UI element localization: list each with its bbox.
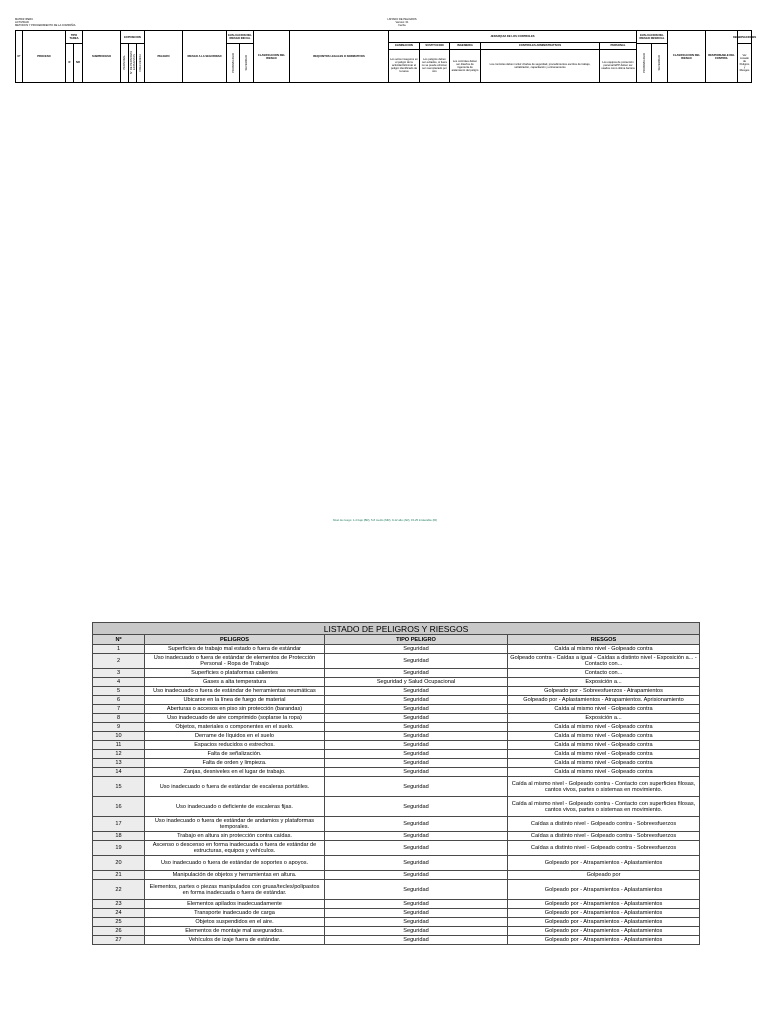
row-tipo: Seguridad bbox=[325, 768, 508, 777]
row-number: 18 bbox=[93, 832, 145, 841]
table-row bbox=[93, 759, 700, 768]
header-cell-num: Nº bbox=[93, 635, 145, 645]
row-number: 7 bbox=[93, 705, 145, 714]
table-row bbox=[93, 909, 700, 918]
row-riesgo: Caídas a distinto nivel - Golpeado contra - Sobreesfuerzos bbox=[508, 841, 700, 856]
matrix-col-tipo-tarea: TIPO TAREA bbox=[66, 31, 83, 43]
row-tipo: Seguridad bbox=[325, 750, 508, 759]
matrix-control-personal: PERSONAL bbox=[600, 42, 637, 49]
row-tipo: Seguridad bbox=[325, 759, 508, 768]
matrix-divider bbox=[389, 49, 637, 50]
row-riesgo: Golpeado por - Atrapamientos - Aplastamientos bbox=[508, 900, 700, 909]
table-row bbox=[93, 856, 700, 871]
row-number: 11 bbox=[93, 741, 145, 750]
row-peligro: Uso inadecuado o fuera de estándar de escaleras portátiles. bbox=[145, 777, 325, 797]
row-tipo: Seguridad bbox=[325, 832, 508, 841]
row-number: 26 bbox=[93, 927, 145, 936]
row-peligro: Zanjas, desniveles en el lugar de trabajo. bbox=[145, 768, 325, 777]
row-tipo: Seguridad bbox=[325, 777, 508, 797]
matrix-col-evaluacion-final-probabilidad bbox=[637, 43, 652, 82]
matrix-col-observaciones-text: Ver Listado de Peligros y Riesgos bbox=[739, 53, 750, 72]
matrix-col-riesgo: RIESGO A LA SEGURIDAD bbox=[183, 31, 227, 82]
row-riesgo: Golpeado por bbox=[508, 871, 700, 880]
row-peligro: Elementos de montaje mal asegurados. bbox=[145, 927, 325, 936]
row-tipo: Seguridad bbox=[325, 936, 508, 945]
matrix-col-n: N° bbox=[16, 31, 23, 82]
row-number: 6 bbox=[93, 696, 145, 705]
row-number: 16 bbox=[93, 797, 145, 817]
row-number: 17 bbox=[93, 817, 145, 832]
exposicion-personas-label: N° DE PERSONAS EXPUESTAS bbox=[129, 50, 136, 75]
table-row bbox=[93, 723, 700, 732]
row-tipo: Seguridad bbox=[325, 817, 508, 832]
row-number: 9 bbox=[93, 723, 145, 732]
table-row bbox=[93, 687, 700, 696]
row-riesgo: Caída al mismo nivel - Golpeado contra bbox=[508, 759, 700, 768]
matrix-col-peligro: PELIGRO bbox=[145, 31, 183, 82]
row-riesgo: Contacto con... bbox=[508, 669, 700, 678]
header-center-line: Version: 01 bbox=[395, 21, 409, 24]
row-number: 10 bbox=[93, 732, 145, 741]
header-center-line: LISTADO DE PELIGROS bbox=[387, 18, 417, 21]
matrix-col-evaluacion-final-severidad bbox=[652, 43, 668, 82]
row-tipo: Seguridad bbox=[325, 909, 508, 918]
matrix-control-personal-text: Los equipos de protección personal EPP deben ser usados como última barrera bbox=[600, 49, 637, 82]
row-peligro: Uso inadecuado de aire comprimido (soplarse la ropa) bbox=[145, 714, 325, 723]
row-peligro: Vehículos de izaje fuera de estándar. bbox=[145, 936, 325, 945]
table-row bbox=[93, 741, 700, 750]
row-number: 14 bbox=[93, 768, 145, 777]
matrix-col-exposicion-frecuencia bbox=[137, 43, 145, 82]
row-number: 13 bbox=[93, 759, 145, 768]
header-left-line: ACTIVIDAD bbox=[15, 21, 29, 24]
evaluacion-severidad-label: SEVERIDAD bbox=[245, 54, 248, 71]
table-row bbox=[93, 645, 700, 654]
row-peligro: Elementos apilados inadecuadamente bbox=[145, 900, 325, 909]
row-riesgo: Exposición a... bbox=[508, 714, 700, 723]
row-tipo: Seguridad bbox=[325, 841, 508, 856]
row-number: 21 bbox=[93, 871, 145, 880]
hazard-table-title-row bbox=[93, 623, 700, 635]
matrix-col-evaluacion: EVALUACION DEL RIESGO INICIAL bbox=[227, 31, 254, 43]
row-tipo: Seguridad bbox=[325, 797, 508, 817]
table-row bbox=[93, 696, 700, 705]
row-number: 22 bbox=[93, 880, 145, 900]
matrix-col-requisitos: REQUISITOS LEGALES O NORMATIVOS bbox=[290, 31, 389, 82]
hazard-table-header-row bbox=[93, 635, 700, 645]
row-tipo: Seguridad bbox=[325, 669, 508, 678]
table-row bbox=[93, 714, 700, 723]
header-left-block bbox=[15, 18, 155, 27]
matrix-control-ingenieria-text: Los controles deben ser diseños de ingeniería de aislamiento del peligro bbox=[450, 49, 481, 82]
row-peligro: Falta de orden y limpieza. bbox=[145, 759, 325, 768]
row-riesgo: Golpeado por - Aplastamientos - Atrapamientos. Aprisionamiento bbox=[508, 696, 700, 705]
matrix-footer-note: Nivel de riesgo: 1-4 bajo (BR), 5-8 medio (MR), 9-12 alto (AR), 15-25 intolerable (IR) bbox=[332, 518, 438, 522]
hazard-list-table bbox=[92, 622, 700, 945]
table-row bbox=[93, 936, 700, 945]
evaluacion-probabilidad-label: PROBABILIDAD bbox=[231, 52, 235, 73]
row-riesgo: Golpeado contra - Caídas a igual - Caídas a distinto nivel - Exposición a... - Contacto con... bbox=[508, 654, 700, 669]
matrix-col-jerarquia: JERARQUIA DE LOS CONTROLES bbox=[389, 31, 637, 42]
header-cell-peligros: PELIGROS bbox=[145, 635, 325, 645]
matrix-col-subproceso: SUBPROCESO bbox=[83, 31, 121, 82]
row-number: 12 bbox=[93, 750, 145, 759]
matrix-divider bbox=[66, 43, 83, 44]
row-number: 2 bbox=[93, 654, 145, 669]
row-tipo: Seguridad bbox=[325, 732, 508, 741]
row-tipo: Seguridad bbox=[325, 856, 508, 871]
hazard-table-title: LISTADO DE PELIGROS Y RIESGOS bbox=[93, 623, 700, 635]
row-tipo: Seguridad bbox=[325, 645, 508, 654]
header-center-line: Fecha bbox=[398, 24, 406, 27]
table-row bbox=[93, 817, 700, 832]
row-number: 23 bbox=[93, 900, 145, 909]
row-peligro: Espacios reducidos o estrechos. bbox=[145, 741, 325, 750]
row-peligro: Uso inadecuado o fuera de estándar de soportes o apoyos. bbox=[145, 856, 325, 871]
row-peligro: Ubicarse en la línea de fuego de material bbox=[145, 696, 325, 705]
matrix-col-evaluacion-probabilidad bbox=[227, 43, 240, 82]
row-tipo: Seguridad bbox=[325, 723, 508, 732]
matrix-divider bbox=[637, 43, 668, 44]
row-tipo: Seguridad bbox=[325, 871, 508, 880]
matrix-col-exposicion: EXPOSICION bbox=[121, 31, 145, 43]
row-peligro: Ascenso o descenso en forma inadecuada o fuera de estándar de estructuras, equipos y vehículos. bbox=[145, 841, 325, 856]
row-riesgo: Caída al mismo nivel - Golpeado contra bbox=[508, 645, 700, 654]
table-row bbox=[93, 927, 700, 936]
row-riesgo: Golpeado por - Atrapamientos - Aplastamientos bbox=[508, 918, 700, 927]
row-tipo: Seguridad bbox=[325, 714, 508, 723]
matrix-divider bbox=[738, 43, 751, 44]
row-riesgo: Caída al mismo nivel - Golpeado contra - Contacto con superficies filosas, cantos vivos, partes o sistemas en movimiento. bbox=[508, 777, 700, 797]
row-tipo: Seguridad bbox=[325, 741, 508, 750]
row-riesgo: Caída al mismo nivel - Golpeado contra bbox=[508, 768, 700, 777]
row-tipo: Seguridad y Salud Ocupacional bbox=[325, 678, 508, 687]
row-number: 8 bbox=[93, 714, 145, 723]
matrix-col-evaluacion-final: EVALUACION DEL RIESGO RESIDUAL bbox=[637, 31, 668, 43]
matrix-control-ingenieria: INGENIERIA bbox=[450, 42, 481, 49]
row-peligro: Gases a alta temperatura bbox=[145, 678, 325, 687]
row-riesgo: Exposición a... bbox=[508, 678, 700, 687]
matrix-col-tipo-tarea-nr: NR bbox=[74, 43, 83, 82]
matrix-col-exposicion-personas bbox=[129, 43, 137, 82]
row-number: 27 bbox=[93, 936, 145, 945]
row-number: 4 bbox=[93, 678, 145, 687]
row-tipo: Seguridad bbox=[325, 880, 508, 900]
matrix-divider bbox=[389, 42, 637, 43]
row-peligro: Uso inadecuado o fuera de estándar de andamios y plataformas temporales. bbox=[145, 817, 325, 832]
row-number: 5 bbox=[93, 687, 145, 696]
header-center-block bbox=[372, 18, 432, 27]
row-riesgo: Golpeado por - Atrapamientos - Aplastamientos bbox=[508, 936, 700, 945]
header-left-line: MATRIZ IPERC bbox=[15, 18, 34, 21]
row-tipo: Seguridad bbox=[325, 687, 508, 696]
exposicion-personal-label: PERSONAL bbox=[123, 55, 126, 70]
table-row bbox=[93, 732, 700, 741]
row-peligro: Uso inadecuado o fuera de estándar de elementos de Protección Personal - Ropa de Trabajo bbox=[145, 654, 325, 669]
risk-matrix-header bbox=[15, 30, 757, 83]
row-riesgo: Golpeado por - Atrapamientos - Aplastamientos bbox=[508, 927, 700, 936]
header-left-line: METODOS Y PROCEDIMIENTO DE LA COMPAÑIA bbox=[15, 24, 76, 27]
table-row bbox=[93, 669, 700, 678]
table-row bbox=[93, 918, 700, 927]
table-row bbox=[93, 880, 700, 900]
table-row bbox=[93, 900, 700, 909]
row-riesgo: Caídas a distinto nivel - Golpeado contra - Sobreesfuerzos bbox=[508, 832, 700, 841]
row-number: 1 bbox=[93, 645, 145, 654]
matrix-col-observaciones: OBSERVACIONES bbox=[732, 35, 757, 39]
table-row bbox=[93, 871, 700, 880]
row-peligro: Manipulación de objetos y herramientas en altura. bbox=[145, 871, 325, 880]
header-cell-riesgos: RIESGOS bbox=[508, 635, 700, 645]
matrix-control-eliminacion-text: Los actos inseguros en el peligro de la actividad Eliminar el peligro identificado de la tarea bbox=[389, 49, 420, 82]
row-tipo: Seguridad bbox=[325, 918, 508, 927]
row-peligro: Aberturas o accesos en piso sin protección (barandas) bbox=[145, 705, 325, 714]
row-riesgo: Golpeado por - Sobreesfuerzos - Atrapamientos bbox=[508, 687, 700, 696]
row-peligro: Uso inadecuado o deficiente de escaleras fijas. bbox=[145, 797, 325, 817]
row-peligro: Superficies o plataformas calientes bbox=[145, 669, 325, 678]
row-number: 19 bbox=[93, 841, 145, 856]
matrix-col-proceso: PROCESO bbox=[23, 31, 66, 82]
row-riesgo: Golpeado por - Atrapamientos - Aplastamientos bbox=[508, 909, 700, 918]
exposicion-frecuencia-label: FRECUENCIA bbox=[139, 53, 142, 72]
row-number: 20 bbox=[93, 856, 145, 871]
row-riesgo: Caída al mismo nivel - Golpeado contra bbox=[508, 732, 700, 741]
row-riesgo: Caída al mismo nivel - Golpeado contra bbox=[508, 741, 700, 750]
row-peligro: Derrame de líquidos en el suelo bbox=[145, 732, 325, 741]
row-tipo: Seguridad bbox=[325, 654, 508, 669]
table-row bbox=[93, 750, 700, 759]
row-number: 25 bbox=[93, 918, 145, 927]
row-peligro: Trabajo en altura sin protección contra caídas. bbox=[145, 832, 325, 841]
row-peligro: Objetos suspendidos en el aire. bbox=[145, 918, 325, 927]
row-peligro: Falta de señalización. bbox=[145, 750, 325, 759]
row-peligro: Objetos, materiales o componentes en el suelo. bbox=[145, 723, 325, 732]
header-cell-tipo: TIPO PELIGRO bbox=[325, 635, 508, 645]
row-tipo: Seguridad bbox=[325, 696, 508, 705]
matrix-divider bbox=[121, 43, 145, 44]
row-tipo: Seguridad bbox=[325, 900, 508, 909]
matrix-control-eliminacion: ELIMINACION bbox=[389, 42, 420, 49]
row-riesgo: Caídas a distinto nivel - Golpeado contra - Sobreesfuerzos bbox=[508, 817, 700, 832]
matrix-control-sustitucion: SUSTITUCION bbox=[420, 42, 450, 49]
table-row bbox=[93, 841, 700, 856]
matrix-col-clasificacion: CLASIFICACION DEL RIESGO bbox=[254, 31, 290, 82]
matrix-divider bbox=[227, 43, 254, 44]
row-riesgo: Golpeado por - Atrapamientos - Aplastamientos bbox=[508, 880, 700, 900]
matrix-control-sustitucion-text: Los peligros deben ser evitados, si fuera no se puede eliminar, ser reemplazado por otro bbox=[420, 49, 450, 82]
table-row bbox=[93, 797, 700, 817]
table-row bbox=[93, 777, 700, 797]
matrix-col-evaluacion-severidad bbox=[240, 43, 254, 82]
row-peligro: Uso inadecuado o fuera de estándar de herramientas neumáticas bbox=[145, 687, 325, 696]
table-row bbox=[93, 705, 700, 714]
row-riesgo: Caída al mismo nivel - Golpeado contra - Contacto con superficies filosas, cantos vivos, partes o sistemas en movimiento. bbox=[508, 797, 700, 817]
row-peligro: Elementos, partes o piezas manipulados con gruas/tecles/polipastos en forma inadecuada o fuera de estándar. bbox=[145, 880, 325, 900]
row-peligro: Superficies de trabajo mal estado o fuera de estándar bbox=[145, 645, 325, 654]
row-number: 15 bbox=[93, 777, 145, 797]
row-riesgo: Golpeado por - Atrapamientos - Aplastamientos bbox=[508, 856, 700, 871]
document-header bbox=[15, 18, 755, 30]
table-row bbox=[93, 832, 700, 841]
hazard-table-body bbox=[93, 623, 700, 945]
row-number: 24 bbox=[93, 909, 145, 918]
row-riesgo: Caída al mismo nivel - Golpeado contra bbox=[508, 705, 700, 714]
matrix-col-exposicion-personal bbox=[121, 43, 129, 82]
row-riesgo: Caída al mismo nivel - Golpeado contra bbox=[508, 750, 700, 759]
table-row bbox=[93, 678, 700, 687]
matrix-control-administrativos: CONTROLES ADMINISTRATIVOS bbox=[481, 42, 600, 49]
matrix-control-administrativos-text: Los controles deben incluir charlas de seguridad, procedimientos escritos de trabajo, señalización, capacitación y entrenamiento bbox=[481, 49, 600, 82]
row-tipo: Seguridad bbox=[325, 927, 508, 936]
matrix-col-clasificacion-final: CLASIFICACION DEL RIESGO bbox=[668, 31, 706, 82]
matrix-col-tipo-tarea-r: R bbox=[66, 43, 74, 82]
row-peligro: Transporte inadecuado de carga bbox=[145, 909, 325, 918]
row-tipo: Seguridad bbox=[325, 705, 508, 714]
matrix-col-responsable: RESPONSABLE DEL CONTROL bbox=[706, 31, 738, 82]
evaluacion-final-severidad-label: SEVERIDAD bbox=[658, 54, 661, 71]
row-number: 3 bbox=[93, 669, 145, 678]
row-riesgo: Caída al mismo nivel - Golpeado contra bbox=[508, 723, 700, 732]
evaluacion-final-probabilidad-label: PROBABILIDAD bbox=[642, 52, 646, 73]
table-row bbox=[93, 654, 700, 669]
table-row bbox=[93, 768, 700, 777]
